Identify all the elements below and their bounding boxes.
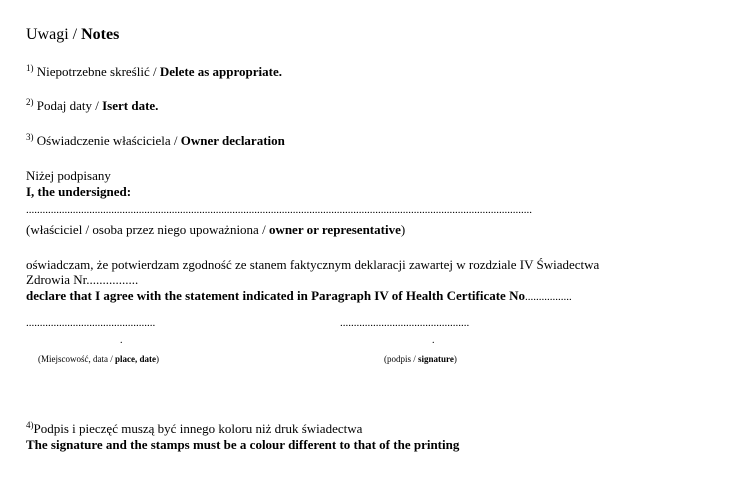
note-2-marker: 2): [26, 97, 34, 107]
note-3-pl: Oświadczenie właściciela /: [33, 133, 181, 148]
signature-caption-close: ): [453, 354, 457, 364]
note-3-marker: 3): [26, 132, 34, 142]
declaration-en: [26, 288, 572, 304]
notes-title-en: Notes: [81, 26, 120, 43]
declaration-en-text: declare that I agree with the statement indicated in Paragraph IV of Health Certificate No: [26, 288, 525, 303]
note-3-en: Owner declaration: [180, 133, 285, 148]
note-1-en: Delete as appropriate.: [159, 64, 282, 79]
footnote-pl: [26, 421, 362, 437]
footnote-en: The signature and the stamps must be a colour different to that of the printing: [26, 437, 460, 452]
place-caption-close: ): [155, 354, 159, 364]
owner-caption-close: ): [400, 222, 406, 237]
signature-dot: .: [432, 335, 435, 346]
signature-caption-pl: (podpis /: [384, 354, 419, 364]
certificate-number-dots: .................: [524, 291, 572, 303]
note-2: [26, 98, 158, 114]
owner-caption-pl: (właściciel / osoba przez niego upoważniona /: [26, 222, 269, 237]
note-2-en: Isert date.: [102, 98, 159, 113]
signature-dotted-line: ...............................................: [340, 317, 470, 329]
owner-caption-en: owner or representative: [268, 222, 401, 237]
note-1-pl: Niepotrzebne skreślić /: [33, 64, 160, 79]
place-caption-pl: (Miejscowość, data /: [38, 354, 115, 364]
place-caption-en: place, date: [114, 354, 156, 364]
declaration-pl-line2: Zdrowia Nr................: [26, 272, 139, 287]
place-date-dotted-line: ...............................................: [26, 317, 156, 329]
signature-caption: [384, 354, 457, 364]
notes-title: [26, 26, 119, 44]
declaration-pl-line1: oświadczam, że potwierdzam zgodność ze stanem faktycznym deklaracji zawartej w rozdziale IV Świadectwa: [26, 257, 600, 272]
signature-caption-en: signature: [418, 354, 454, 364]
undersigned-en: I, the undersigned:: [26, 184, 132, 199]
footnote-pl-text: Podpis i pieczęć muszą być innego koloru niż druk świadectwa: [33, 421, 363, 436]
footnote-marker: 4): [26, 420, 34, 430]
note-3: [26, 133, 285, 149]
note-1-marker: 1): [26, 63, 34, 73]
owner-caption: [26, 222, 405, 238]
notes-title-pl: Uwagi /: [26, 26, 82, 43]
place-date-caption: [38, 354, 159, 364]
note-2-pl: Podaj daty /: [33, 98, 103, 113]
owner-name-dotted-line: ........................................................................................................................................................................................: [26, 204, 532, 216]
place-date-dot: .: [120, 335, 123, 346]
note-1: [26, 64, 282, 80]
undersigned-pl: Niżej podpisany: [26, 168, 111, 183]
